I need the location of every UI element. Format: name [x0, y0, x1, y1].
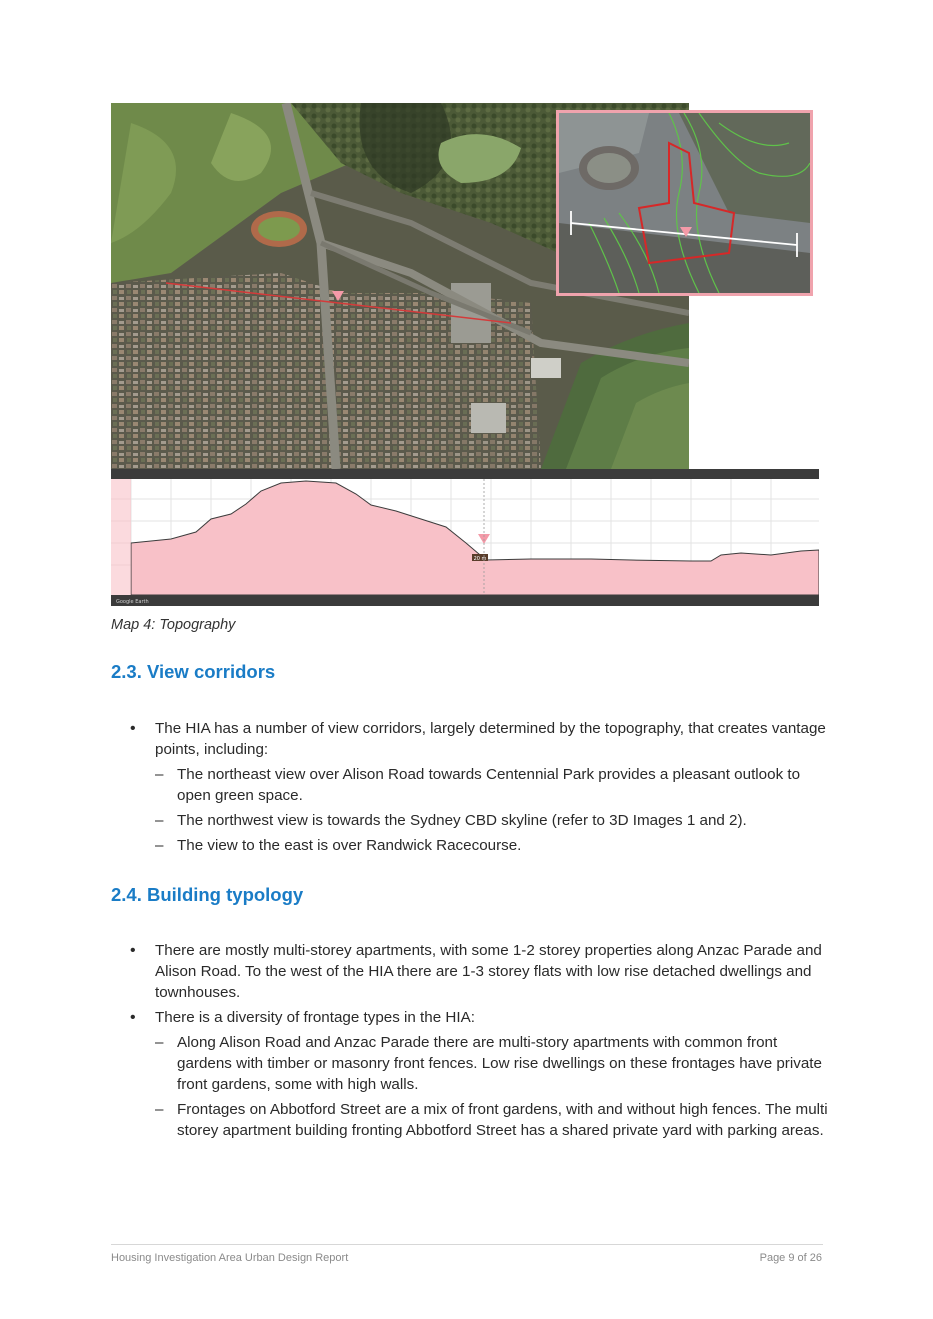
page-number: Page 9 of 26	[759, 1252, 822, 1264]
building-typology-list	[111, 940, 831, 1145]
topography-map-figure	[111, 103, 819, 606]
list-subitem: – The northeast view over Alison Road towards Centennial Park provides a pleasant outlook to open green space.	[111, 764, 831, 806]
list-item: • There is a diversity of frontage types in the HIA:	[111, 1007, 831, 1028]
list-subitem: – Frontages on Abbotford Street are a mix of front gardens, with and without high fences. The multi storey apartment building fronting Abbotford Street has a shared private yard with parking areas.	[111, 1099, 831, 1141]
footer-title: Housing Investigation Area Urban Design Report	[111, 1252, 349, 1264]
list-item: • There are mostly multi-storey apartments, with some 1-2 storey properties along Anzac Parade and Alison Road. To the west of the HIA there are 1-3 storey flats with low rise detached dwellings and townhouses.	[111, 940, 831, 1003]
google-earth-attribution: Google Earth	[116, 599, 149, 605]
list-subitem: – Along Alison Road and Anzac Parade there are multi-story apartments with common front gardens with timber or masonry front fences. Low rise dwellings on these frontages have private front gardens, some with high walls.	[111, 1032, 831, 1095]
section-heading-view-corridors: 2.3. View corridors	[111, 661, 276, 682]
profile-marker-label: 20 m	[473, 556, 487, 562]
elevation-profile	[111, 469, 819, 606]
section-heading-building-typology: 2.4. Building typology	[111, 884, 304, 905]
footer-divider	[111, 1244, 823, 1245]
list-subitem: – The view to the east is over Randwick Racecourse.	[111, 835, 831, 856]
inset-contour-map	[556, 110, 813, 296]
figure-caption: Map 4: Topography	[111, 617, 236, 633]
list-subitem: – The northwest view is towards the Sydney CBD skyline (refer to 3D Images 1 and 2).	[111, 810, 831, 831]
list-item: • The HIA has a number of view corridors, largely determined by the topography, that creates vantage points, including:	[111, 718, 831, 760]
view-corridors-list	[111, 718, 831, 860]
